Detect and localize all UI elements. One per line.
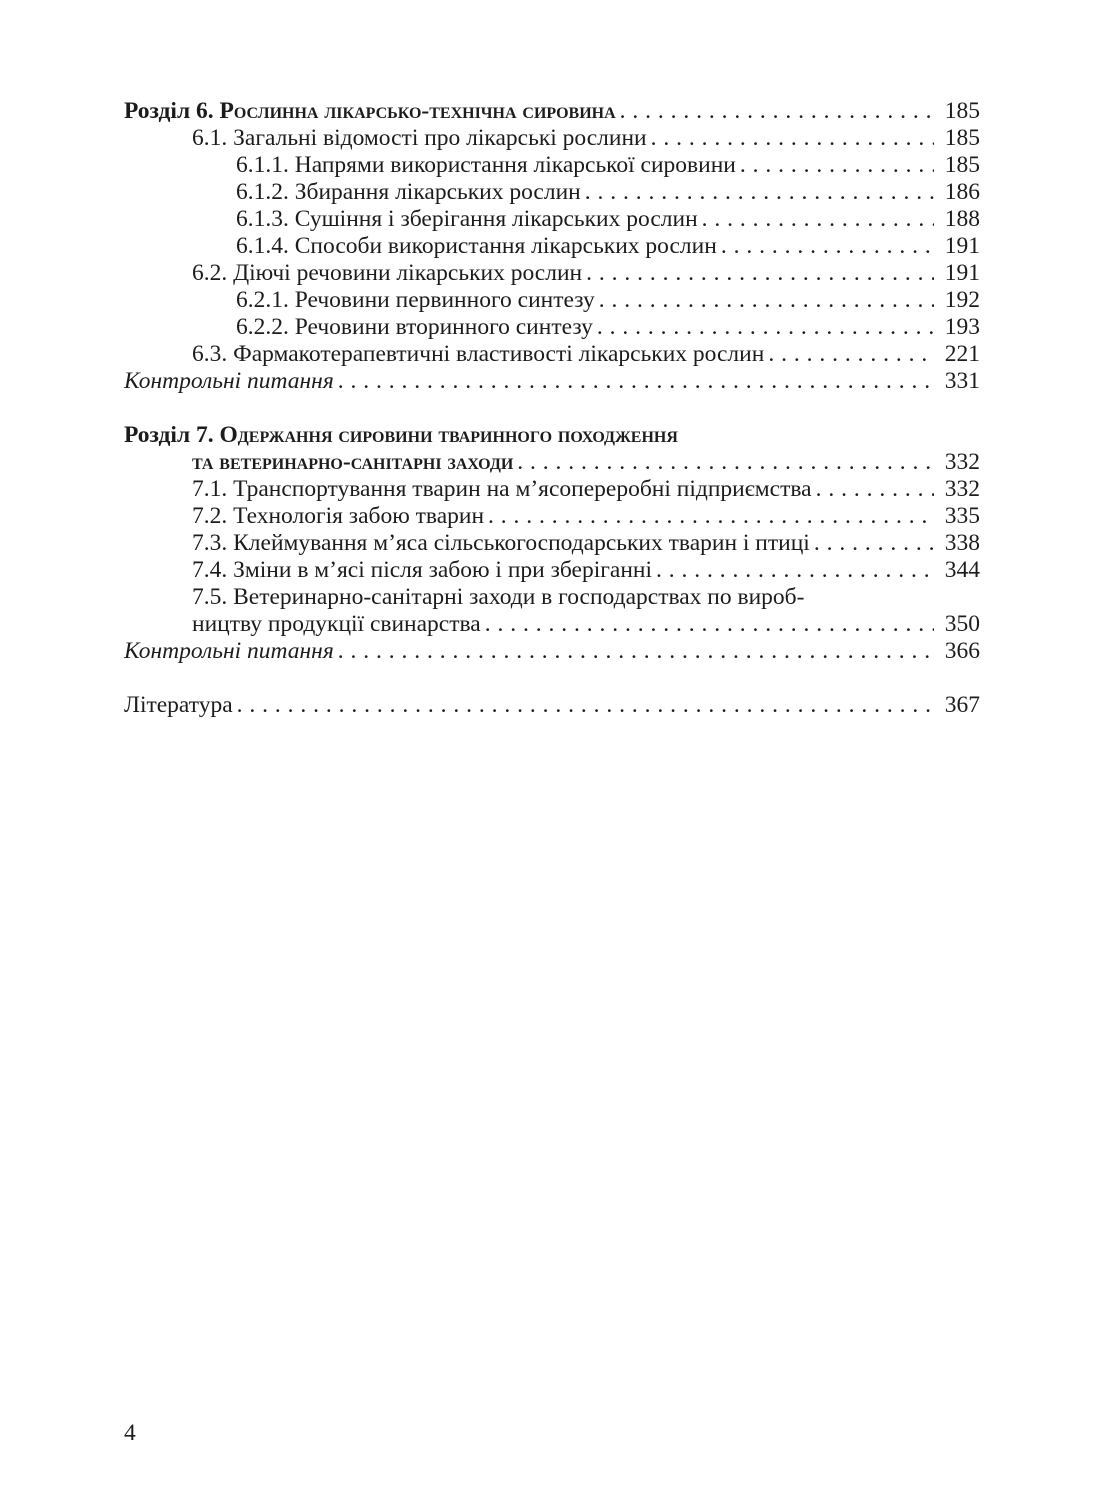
- chapter-7-title-line1: Одержання сировини тваринного походження: [219, 422, 678, 448]
- dot-leader: [585, 179, 934, 206]
- toc-chapter-7-continued[interactable]: [124, 449, 980, 476]
- toc-entry-6-1-3[interactable]: [124, 206, 980, 233]
- toc-entry-6-2-1[interactable]: [124, 287, 980, 314]
- dot-leader: [620, 98, 934, 125]
- toc-entry-page: 366: [944, 638, 980, 664]
- toc-entry-7-1[interactable]: [124, 476, 980, 503]
- toc-entry-page: 193: [944, 314, 980, 340]
- toc-entry-7-2[interactable]: [124, 503, 980, 530]
- dot-leader: [488, 503, 934, 530]
- toc-entry-text: 6.2.1. Речовини первинного синтезу: [236, 287, 595, 313]
- dot-leader: [586, 260, 934, 287]
- toc-entry-text: 7.1. Транспортування тварин на м’ясопереробні підприємства: [192, 476, 812, 502]
- dot-leader: [651, 125, 934, 152]
- toc-entry-page: 191: [944, 260, 980, 286]
- toc-entry-text: ництву продукції свинарства: [192, 611, 481, 637]
- dot-leader: [656, 557, 934, 584]
- toc-entry-6-1-2[interactable]: [124, 179, 980, 206]
- toc-entry-page: 331: [944, 368, 980, 394]
- toc-entry-7-3[interactable]: [124, 530, 980, 557]
- toc-entry-6-1[interactable]: [124, 125, 980, 152]
- dot-leader: [597, 314, 934, 341]
- toc-entry-page: 185: [944, 125, 980, 151]
- toc-entry-6-1-4[interactable]: [124, 233, 980, 260]
- toc-entry-page: 221: [944, 341, 980, 367]
- dot-leader: [768, 341, 934, 368]
- dot-leader: [721, 233, 934, 260]
- toc-entry-page: 335: [944, 503, 980, 529]
- toc-entry-page: 192: [944, 287, 980, 313]
- toc-entry-6-1-1[interactable]: [124, 152, 980, 179]
- toc-entry-text: 6.1. Загальні відомості про лікарські рослини: [192, 125, 647, 151]
- toc-questions-6[interactable]: [124, 368, 980, 395]
- chapter-7-page: 332: [944, 449, 980, 475]
- toc-entry-page: 332: [944, 476, 980, 502]
- toc-chapter-7[interactable]: [124, 422, 980, 449]
- chapter-6-page: 185: [944, 98, 980, 124]
- toc-entry-page: 186: [944, 179, 980, 205]
- dot-leader: [338, 638, 934, 665]
- toc-questions-7[interactable]: [124, 638, 980, 665]
- toc-entry-text: 7.2. Технологія забою тварин: [192, 503, 485, 529]
- toc-entry-page: 367: [944, 692, 980, 718]
- toc-literature[interactable]: [124, 692, 980, 719]
- page-number: 4: [124, 1420, 136, 1446]
- toc-entry-text: 6.3. Фармакотерапевтичні властивості лікарських рослин: [192, 341, 765, 367]
- table-of-contents: [124, 98, 980, 719]
- spacer: [124, 395, 980, 422]
- toc-entry-page: 338: [944, 530, 980, 556]
- toc-entry-page: 344: [944, 557, 980, 583]
- dot-leader: [740, 152, 934, 179]
- spacer: [124, 665, 980, 692]
- toc-entry-text: 6.1.1. Напрями використання лікарської сировини: [236, 152, 736, 178]
- toc-entry-page: 188: [944, 206, 980, 232]
- chapter-7-title-line2: та ветеринарно-санітарні заходи: [192, 449, 514, 475]
- toc-entry-7-5[interactable]: [124, 584, 980, 611]
- dot-leader: [485, 611, 934, 638]
- dot-leader: [702, 206, 934, 233]
- toc-entry-text: 7.3. Клеймування м’яса сільськогосподарських тварин і птиці: [192, 530, 810, 556]
- toc-chapter-6[interactable]: [124, 98, 980, 125]
- toc-entry-text: 6.1.3. Сушіння і зберігання лікарських рослин: [236, 206, 698, 232]
- toc-entry-text: Контрольні питання: [124, 368, 334, 394]
- toc-entry-text: Контрольні питання: [124, 638, 334, 664]
- toc-entry-page: 185: [944, 152, 980, 178]
- dot-leader: [599, 287, 934, 314]
- toc-entry-7-4[interactable]: [124, 557, 980, 584]
- chapter-6-prefix: Розділ 6.: [124, 98, 214, 124]
- toc-entry-7-5-continued[interactable]: [124, 611, 980, 638]
- toc-entry-text: 6.2.2. Речовини вторинного синтезу: [236, 314, 593, 340]
- dot-leader: [338, 368, 934, 395]
- dot-leader: [517, 449, 934, 476]
- chapter-7-prefix: Розділ 7.: [124, 422, 214, 448]
- toc-entry-text: 7.4. Зміни в м’ясі після забою і при зберіганні: [192, 557, 653, 583]
- toc-entry-6-2[interactable]: [124, 260, 980, 287]
- toc-entry-text: Література: [124, 692, 233, 718]
- toc-entry-text: 7.5. Ветеринарно-санітарні заходи в господарствах по вироб-: [192, 584, 805, 610]
- dot-leader: [237, 692, 934, 719]
- dot-leader: [814, 530, 934, 557]
- toc-entry-text: 6.1.4. Способи використання лікарських рослин: [236, 233, 717, 259]
- toc-entry-6-2-2[interactable]: [124, 314, 980, 341]
- toc-entry-text: 6.2. Діючі речовини лікарських рослин: [192, 260, 583, 286]
- toc-entry-6-3[interactable]: [124, 341, 980, 368]
- toc-entry-page: 350: [944, 611, 980, 637]
- chapter-6-title: Рослинна лікарсько-технічна сировина: [219, 98, 616, 124]
- toc-entry-page: 191: [944, 233, 980, 259]
- dot-leader: [816, 476, 934, 503]
- toc-entry-text: 6.1.2. Збирання лікарських рослин: [236, 179, 581, 205]
